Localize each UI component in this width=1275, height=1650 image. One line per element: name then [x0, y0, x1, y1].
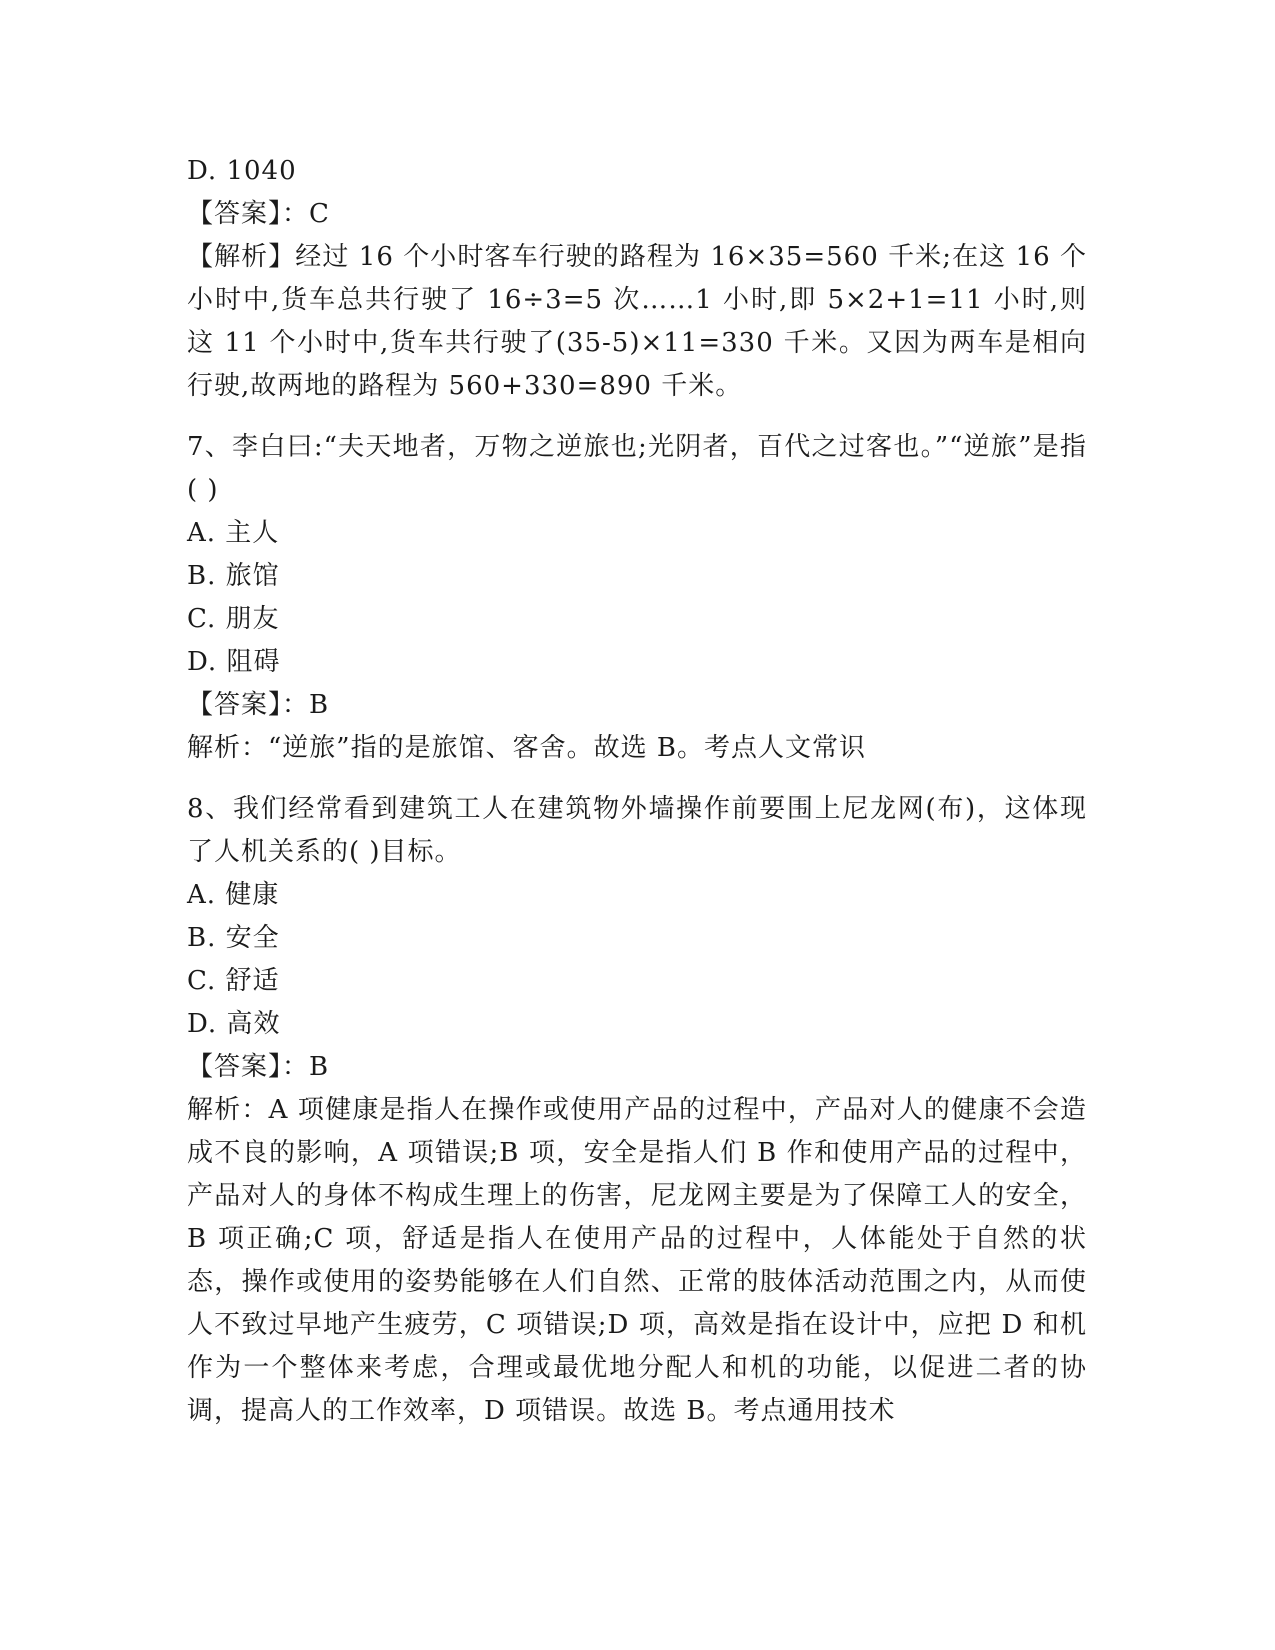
q8-answer: 【答案】：B	[187, 1052, 330, 1082]
q7-question: 7、李白曰:“夫天地者，万物之逆旅也;光阴者，百代之过客也。”“逆旅”是指( )	[187, 432, 1087, 505]
document-page	[187, 150, 1087, 1433]
q6-answer: 【答案】：C	[187, 199, 330, 229]
spacer	[187, 770, 1087, 788]
q8-option-b: B. 安全	[187, 923, 280, 953]
spacer	[187, 408, 1087, 426]
q8-option-c: C. 舒适	[187, 966, 280, 996]
q7-option-d: D. 阻碍	[187, 647, 281, 677]
q8-question: 8、我们经常看到建筑工人在建筑物外墙操作前要围上尼龙网(布)，这体现了人机关系的( )目标。	[187, 794, 1087, 867]
q7-analysis: 解析：“逆旅”指的是旅馆、客舍。故选 B。考点人文常识	[187, 733, 866, 763]
q7-option-b: B. 旅馆	[187, 561, 280, 591]
q7-option-a: A. 主人	[187, 518, 280, 548]
q8-option-a: A. 健康	[187, 880, 280, 910]
q8-analysis: 解析：A 项健康是指人在操作或使用产品的过程中，产品对人的健康不会造成不良的影响，A 项错误;B 项，安全是指人们 B 作和使用产品的过程中，产品对人的身体不构成生理上的伤害，尼龙网主要是为了保障工人的安全，B 项正确;C 项，舒适是指人在使用产品的过程中，人体能处于自然的状态，操作或使用的姿势能够在人们自然、正常的肢体活动范围之内，从而使人不致过早地产生疲劳，C 项错误;D 项，高效是指在设计中，应把 D 和机作为一个整体来考虑，合理或最优地分配人和机的功能，以促进二者的协调，提高人的工作效率，D 项错误。故选 B。考点通用技术	[187, 1095, 1087, 1426]
q7-option-c: C. 朋友	[187, 604, 280, 634]
q7-answer: 【答案】：B	[187, 690, 330, 720]
q6-analysis: 【解析】经过 16 个小时客车行驶的路程为 16×35=560 千米;在这 16 个小时中,货车总共行驶了 16÷3=5 次……1 小时,即 5×2+1=11 小时,则这 11 个小时中,货车共行驶了(35-5)×11=330 千米。又因为两车是相向行驶,故两地的路程为 560+330=890 千米。	[187, 242, 1087, 401]
q8-option-d: D. 高效	[187, 1009, 281, 1039]
q6-option-d: D. 1040	[187, 156, 297, 186]
